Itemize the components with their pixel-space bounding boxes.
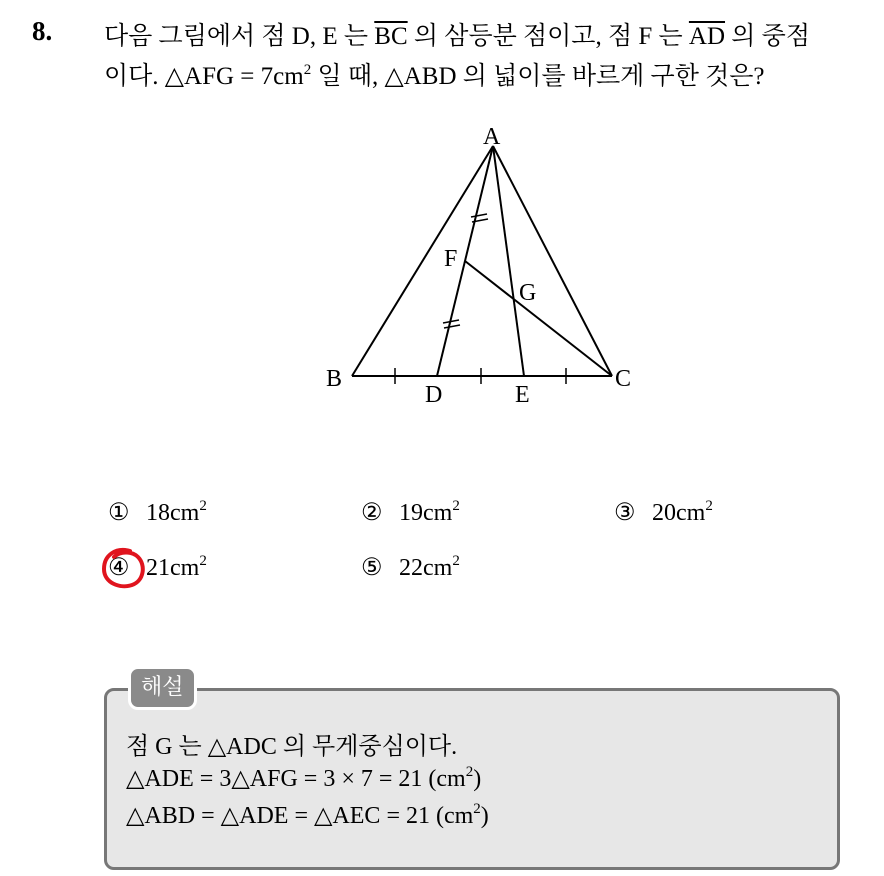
choice-superscript: 2 [705, 498, 713, 514]
side-ac [493, 146, 612, 376]
answer-circle-mark [96, 545, 152, 593]
question-text-2a: 이다. △AFG = 7cm [104, 63, 304, 90]
solution-text-2b: ) [473, 766, 482, 792]
solution-tag: 해설 [128, 666, 197, 710]
label-g: G [519, 280, 537, 306]
solution-line-3 [126, 801, 489, 830]
label-a: A [483, 124, 501, 150]
label-c: C [615, 366, 632, 392]
solution-line-1: 점 G 는 △ADC 의 무게중심이다. [126, 734, 458, 760]
choice-value: 20cm [652, 500, 706, 526]
choice-value: 19cm [399, 500, 453, 526]
choice-superscript: 2 [452, 498, 460, 514]
side-ab [352, 146, 493, 376]
tick-fd-2 [444, 325, 460, 328]
triangle-figure [310, 118, 650, 418]
solution-superscript-2: 2 [465, 764, 474, 780]
choice-number: ③ [614, 500, 636, 526]
question-number: 8. [32, 16, 53, 46]
label-b: B [326, 366, 343, 392]
question-line-1 [104, 16, 810, 52]
choice-number: ① [108, 500, 130, 526]
choice-value: 22cm [399, 555, 453, 581]
solution-superscript-3: 2 [473, 801, 481, 817]
tick-af-1 [471, 214, 487, 217]
choice-number: ⑤ [361, 555, 383, 581]
choice-value: 18cm [146, 500, 200, 526]
question-text-1a: 다음 그림에서 점 D, E 는 [104, 23, 375, 50]
choice-superscript: 2 [199, 498, 207, 514]
segment-ae-line [493, 146, 524, 376]
choice-superscript: 2 [452, 553, 460, 569]
label-f: F [444, 246, 458, 272]
question-line-2 [104, 56, 765, 92]
choice-5[interactable] [361, 553, 460, 582]
answer-circle-stroke [104, 550, 143, 586]
segment-bc: $\overline{BC}$ [374, 23, 408, 50]
choice-number: ④ [108, 555, 130, 581]
question-text-1c: 의 중점 [725, 23, 810, 50]
choice-3[interactable] [614, 498, 713, 527]
question-text-2b: 일 때, △ABD 의 넓이를 바르게 구한 것은? [311, 63, 765, 90]
choice-value: 21cm [146, 555, 200, 581]
question-text-1b: 의 삼등분 점이고, 점 F 는 [407, 23, 689, 50]
choice-superscript: 2 [199, 553, 207, 569]
choice-1[interactable] [108, 498, 207, 527]
label-d: D [425, 382, 443, 408]
solution-text-2a: △ADE = 3△AFG = 3 × 7 = 21 (cm [126, 766, 466, 792]
solution-line-2 [126, 764, 481, 793]
solution-text-3b: ) [480, 803, 489, 829]
segment-fc-line [465, 261, 612, 376]
choice-2[interactable] [361, 498, 460, 527]
question-superscript: 2 [303, 62, 312, 78]
solution-text-3a: △ABD = △ADE = △AEC = 21 (cm [126, 803, 474, 829]
label-e: E [515, 382, 530, 408]
segment-ad: $\overline{AD}$ [688, 23, 726, 50]
choice-number: ② [361, 500, 383, 526]
